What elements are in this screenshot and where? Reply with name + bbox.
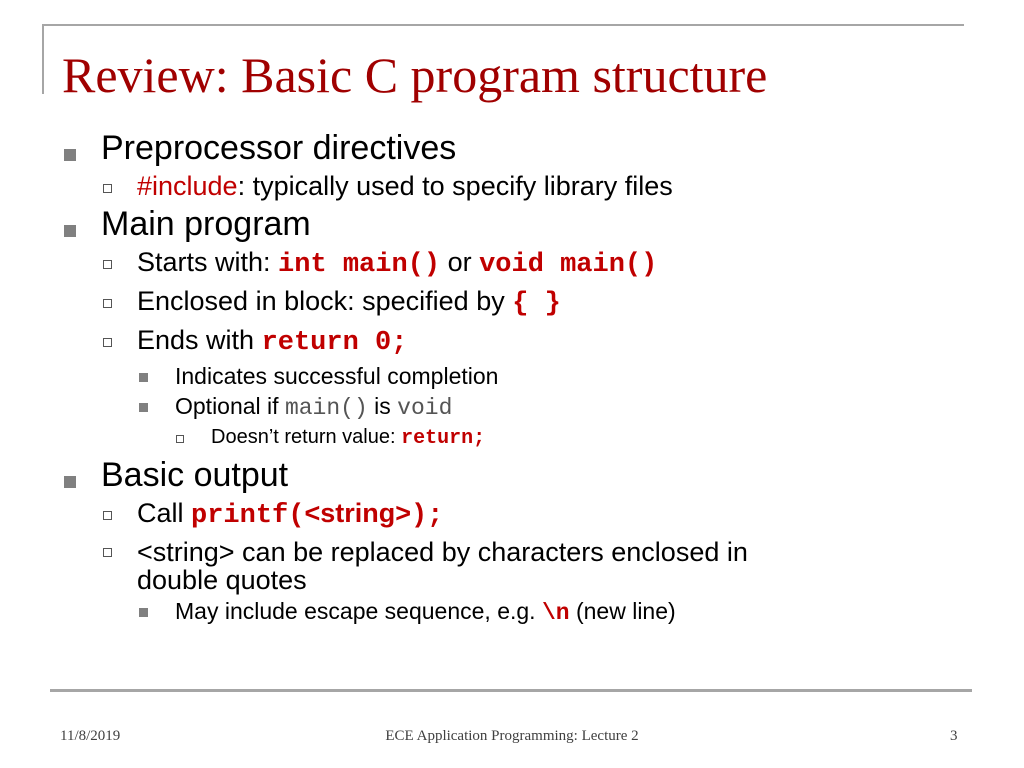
bullet-successful-completion: Indicates successful completion: [0, 361, 1024, 391]
hollow-square-bullet-icon: [176, 435, 184, 443]
hollow-square-bullet-icon: [103, 184, 112, 193]
square-bullet-icon: [64, 476, 76, 488]
code-braces: { }: [512, 289, 561, 319]
bullet-optional-if: Optional if main() is void: [0, 391, 1024, 423]
code-newline-escape: \n: [541, 600, 570, 626]
bullet-enclosed-block: Enclosed in block: specified by { }: [0, 283, 1024, 322]
bullet-ends-with: Ends with return 0;: [0, 322, 1024, 361]
square-bullet-icon: [139, 373, 148, 382]
bullet-no-return-value: Doesn’t return value: return;: [0, 423, 1024, 453]
footer-divider: [50, 689, 972, 692]
bullet-string-replaced: <string> can be replaced by characters enclosed in double quotes: [0, 534, 1024, 596]
printf-string-arg: <string>: [304, 498, 411, 528]
hollow-square-bullet-icon: [103, 338, 112, 347]
bullet-include: #include: typically used to specify library files: [0, 168, 1024, 204]
code-main: main(): [284, 395, 368, 421]
code-printf-close: );: [410, 501, 444, 531]
bullet-escape-sequence: May include escape sequence, e.g. \n (new line): [0, 596, 1024, 628]
slide-frame-left: [42, 24, 44, 94]
bullet-main-program: Main program: [0, 204, 1024, 244]
code-void: void: [397, 395, 453, 421]
bullet-basic-output: Basic output: [0, 455, 1024, 495]
hollow-square-bullet-icon: [103, 299, 112, 308]
code-printf-open: printf(: [191, 501, 305, 531]
code-return-zero: return 0;: [261, 328, 408, 358]
slide-title: Review: Basic C program structure: [62, 47, 768, 103]
hollow-square-bullet-icon: [103, 260, 112, 269]
slide-frame-top: [42, 24, 964, 26]
footer-course-title: ECE Application Programming: Lecture 2: [385, 728, 639, 744]
footer-date: 11/8/2019: [60, 728, 121, 744]
hollow-square-bullet-icon: [103, 511, 112, 520]
bullet-starts-with: Starts with: int main() or void main(): [0, 244, 1024, 283]
square-bullet-icon: [139, 403, 148, 412]
include-keyword: #include: [137, 171, 238, 201]
code-int-main: int main(): [278, 250, 441, 280]
hollow-square-bullet-icon: [103, 548, 112, 557]
square-bullet-icon: [64, 225, 76, 237]
footer-page-number: 3: [950, 728, 958, 744]
code-return: return;: [401, 427, 486, 450]
slide-content: [0, 128, 1024, 628]
bullet-preprocessor: Preprocessor directives: [0, 128, 1024, 168]
code-void-main: void main(): [479, 250, 658, 280]
square-bullet-icon: [139, 608, 148, 617]
bullet-call-printf: Call printf(<string>);: [0, 495, 1024, 534]
square-bullet-icon: [64, 149, 76, 161]
